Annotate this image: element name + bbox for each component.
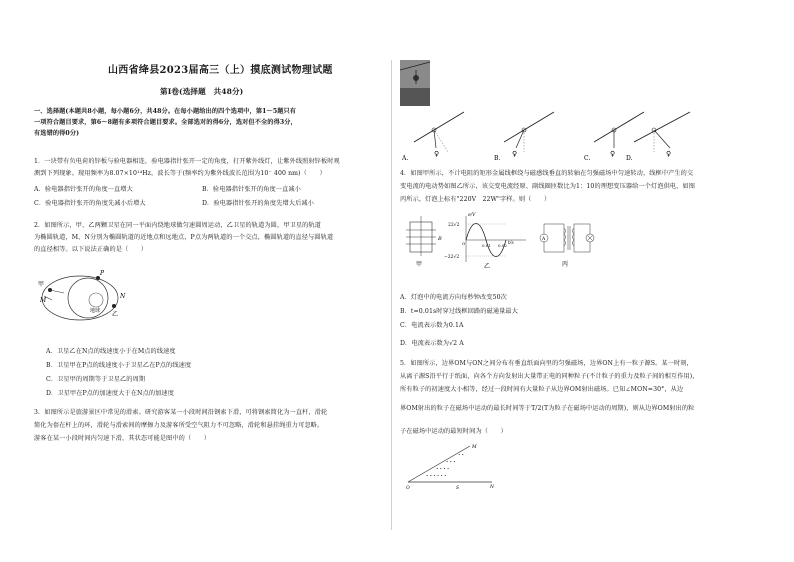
q5-text: 所有粒子的初速度大小相等，经过一段时间有大量粒子从边界OM射出磁场。已知∠MON=30°，从边 <box>400 386 684 393</box>
q4-text: 变电流的电动势如图乙所示，该交变电流经原、副线圈匝数比为1：10的理想变压器给一个灯泡供电，如图 <box>400 183 696 190</box>
label-s: S <box>456 486 460 491</box>
q3-option-c-figure <box>594 112 644 158</box>
label-p: P <box>100 270 105 277</box>
svg-text:♀: ♀ <box>434 150 440 158</box>
q2-option-a: A．卫星乙在N点的线速度小于在M点的线速度 <box>46 348 176 355</box>
q2-option-c: C．卫星甲的周期等于卫星乙的周期 <box>46 376 146 383</box>
label-e-unit: e/V <box>468 213 476 218</box>
section-intro-line: 一、选择题(本题共8小题，每小题6分，共48分。在每小题给出的四个选项中，第1～5题只有 <box>34 108 297 115</box>
label-t2: 0.02 <box>498 243 507 248</box>
q2-option-b: B．卫星甲在P点的线速度小于卫星乙在P点的线速度 <box>46 362 192 369</box>
q1-text: 测到下列现象。现用频率为8.07×10¹⁴Hz，波长等于(频率约为紫外线波长范围为10⁻ 400 nm)（ ） <box>34 170 326 177</box>
label-t1: 0.01 <box>482 243 491 248</box>
label-meter: A <box>542 237 546 242</box>
svg-text:♀: ♀ <box>610 150 616 158</box>
label-yi: 乙 <box>112 311 119 318</box>
q5-text: 从离子源S沿平行于纸面，向各个方向发射出大量带正电的同种粒子(不计粒子的重力及粒子间的相互作用)， <box>400 373 699 380</box>
label-bing: 丙 <box>562 261 569 268</box>
q3-option-d-figure <box>634 112 690 158</box>
section-intro-line: 一项符合题目要求，第6～8题有多项符合题目要求。全部选对的得6分，选对但不全的得3分， <box>34 119 297 126</box>
label-earth: 地球 <box>90 308 101 314</box>
q3-option-b-label: B. <box>494 155 501 162</box>
q1-text: 1．一块带有负电荷的锌板与验电器相连，验电器指针张开一定的角度，打开紫外线灯，让紫外线照射锌板时观 <box>34 158 340 165</box>
q1-option-d: D．验电器指针张开的角度先增大后减小 <box>202 200 314 207</box>
q1-option-b: B．验电器指针张开的角度一直减小 <box>202 186 301 193</box>
emf-graph <box>444 212 526 270</box>
q4-text: 4．如图甲所示，不计电阻的矩形金属线框绕与磁感线垂直的转轴在匀强磁场中匀速转动，线框中产生的交 <box>400 170 694 177</box>
q3-option-d-label: D. <box>626 155 633 162</box>
q5-text: 界OM射出的粒子在磁场中运动的最长时间等于T/2(T为粒子在磁场中运动的周期)，则从边界OM射出的粒 <box>400 405 695 412</box>
generator-figure <box>406 216 442 268</box>
q2-text: 为椭圆轨道，M、N分别为椭圆轨道的近地点和远地点，P点为两轨道的一个交点，椭圆轨道的直径与圆轨道 <box>34 234 334 241</box>
q1-option-a: A．验电器指针张开的角度一直增大 <box>34 186 133 193</box>
label-n: N <box>490 485 494 490</box>
label-m: M <box>472 445 477 450</box>
label-n: N <box>120 293 126 300</box>
q4-figures <box>404 210 604 270</box>
q3-options-figure <box>400 108 770 164</box>
q4-option-c: C．电流表示数为0.1A <box>400 322 464 329</box>
label-t-axis: t/s <box>508 241 514 246</box>
label-jia: 甲 <box>38 281 45 288</box>
transformer-circuit <box>540 224 594 268</box>
q4-text: 丙所示，灯泡上标有"220V 22W"字样。则（ ） <box>400 196 551 203</box>
svg-text:• •: • • <box>458 452 464 457</box>
q3-text: 简化为套在杆上的环，滑轮与滑索间的摩擦力及游客所受空气阻力不可忽略，滑轮和悬挂绳重力可忽略。 <box>34 422 324 429</box>
label-yi: 乙 <box>484 263 491 270</box>
svg-text:• • • •: • • • • <box>436 466 450 471</box>
q3-option-b-figure <box>504 112 554 158</box>
label-bottom: −22√2 <box>444 255 460 260</box>
q4-option-a: A．灯泡中的电流方向每秒钟改变50次 <box>400 294 507 301</box>
q2-text: 2．如图所示，甲、乙两颗卫星在同一平面内绕地球做匀速圆周运动，乙卫星的轨道为圆，甲卫星的轨道 <box>34 222 321 229</box>
elliptical-orbit <box>42 276 118 320</box>
svg-text:• • • • • •: • • • • • • <box>426 473 447 478</box>
earth-icon <box>89 293 103 307</box>
page-title: 山西省绛县2023届高三（上）摸底测试物理试题 <box>108 65 333 76</box>
q3-option-c-label: C. <box>584 155 591 162</box>
q2-text: 的直径相等。以下说法正确的是（ ） <box>34 246 148 253</box>
q4-option-b: B．t=0.01s时穿过线框回路的磁通量最大 <box>400 308 518 315</box>
column-divider <box>391 60 392 530</box>
satellite-yi-dot <box>112 304 116 308</box>
label-o: O <box>406 486 410 491</box>
q3-text: 游客在某一小段时间内匀速下滑，其状态可能是图中的（ ） <box>34 435 211 442</box>
label-jia: 甲 <box>416 261 423 268</box>
q5-field-figure <box>406 442 496 494</box>
svg-text:♀: ♀ <box>512 150 518 158</box>
q4-option-d: D．电流表示数为√2 A <box>400 340 464 347</box>
q5-text: 5．如图所示，边界OM与ON之间分布有垂直纸面向里的匀强磁场，边界ON上有一粒子源S。某一时刻， <box>400 360 693 367</box>
part-heading: 第Ⅰ卷(选择题 共48分) <box>160 87 244 96</box>
q2-option-d: D．卫星甲在P点的加速度大于在N点的加速度 <box>46 390 175 397</box>
label-m: M <box>40 297 47 304</box>
orbit-figure <box>36 268 156 328</box>
q3-option-a-figure <box>414 112 464 158</box>
label-origin: O <box>462 241 466 246</box>
section-intro-line: 有选错的得0分) <box>34 130 80 137</box>
svg-text:♀: ♀ <box>666 150 672 158</box>
q1-option-c: C．验电器指针张开的角度先减小后增大 <box>34 200 146 207</box>
q5-text: 子在磁场中运动的最短时间为（ ） <box>400 428 507 435</box>
label-top: 22√2 <box>448 223 460 228</box>
q3-option-a-label: A. <box>402 155 409 162</box>
svg-text:• • •: • • • <box>446 459 456 464</box>
label-b: B <box>438 236 442 242</box>
field-dots <box>426 452 464 478</box>
q3-text: 3．如图所示是旅游景区中常见的滑索。研究游客某一小段时间沿钢索下滑，可将钢索简化为一直杆，滑轮 <box>34 409 328 416</box>
zipline-photo <box>400 60 430 106</box>
